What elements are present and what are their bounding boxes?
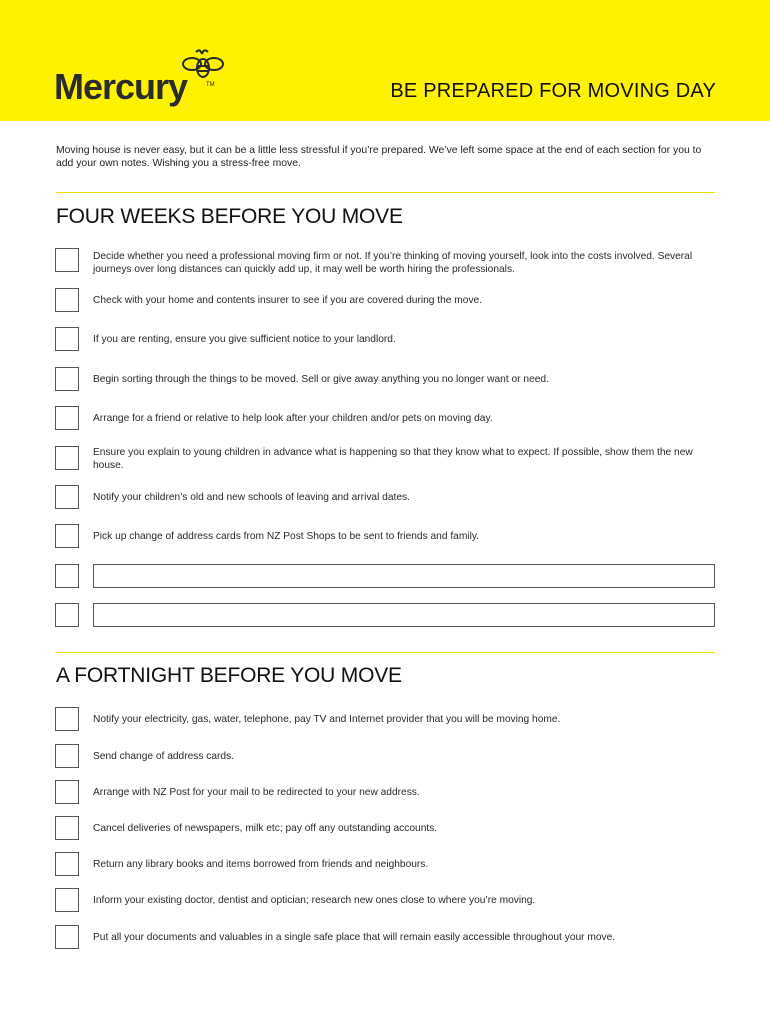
task-text: Ensure you explain to young children in advance what is happening so that they know what to expect. If possible, show them the new house.: [93, 447, 693, 471]
logo-trademark: TM: [206, 82, 215, 88]
task-text: Arrange for a friend or relative to help look after your children and/or pets on moving day.: [93, 413, 493, 424]
task-checkbox[interactable]: [55, 816, 79, 840]
task-text: If you are renting, ensure you give sufficient notice to your landlord.: [93, 334, 396, 345]
note-field[interactable]: [93, 564, 715, 588]
task-text: Check with your home and contents insurer to see if you are covered during the move.: [93, 295, 483, 306]
task-text: Cancel deliveries of newspapers, milk etc; pay off any outstanding accounts.: [93, 823, 438, 834]
task-checkbox[interactable]: [55, 744, 79, 768]
task-checkbox[interactable]: [55, 485, 79, 509]
task-checkbox[interactable]: [55, 446, 79, 470]
task-text: Send change of address cards.: [93, 751, 235, 762]
task-checkbox[interactable]: [55, 707, 79, 731]
note-checkbox[interactable]: [55, 564, 79, 588]
task-checkbox[interactable]: [55, 406, 79, 430]
task-text: Begin sorting through the things to be moved. Sell or give away anything you no longer want or need.: [93, 374, 549, 385]
task-text: Notify your children’s old and new schools of leaving and arrival dates.: [93, 492, 410, 503]
task-checkbox[interactable]: [55, 327, 79, 351]
task-checkbox[interactable]: [55, 288, 79, 312]
task-checkbox[interactable]: [55, 888, 79, 912]
task-checkbox[interactable]: [55, 524, 79, 548]
note-field[interactable]: [93, 603, 715, 627]
task-checkbox[interactable]: [55, 780, 79, 804]
task-text: Return any library books and items borrowed from friends and neighbours.: [93, 859, 429, 870]
bee-icon: [182, 48, 226, 84]
task-text: Pick up change of address cards from NZ Post Shops to be sent to friends and family.: [93, 531, 479, 542]
task-text: Inform your existing doctor, dentist and optician; research new ones close to where you’re moving.: [93, 895, 536, 906]
task-text: Decide whether you need a professional moving firm or not. If you’re thinking of moving yourself, look into the costs involved. Several journeys over long distances can quickly add up, it may well be worth hiring the professionals.: [93, 251, 693, 275]
task-text: Put all your documents and valuables in a single safe place that will remain easily accessible throughout your move.: [93, 932, 616, 943]
note-checkbox[interactable]: [55, 603, 79, 627]
logo-wordmark: Mercury: [54, 66, 188, 107]
task-checkbox[interactable]: [55, 925, 79, 949]
task-checkbox[interactable]: [55, 248, 79, 272]
divider: [56, 192, 715, 193]
task-text: Arrange with NZ Post for your mail to be redirected to your new address.: [93, 787, 420, 798]
task-checkbox[interactable]: [55, 852, 79, 876]
section-title: FOUR WEEKS BEFORE YOU MOVE: [56, 205, 403, 228]
section-title: A FORTNIGHT BEFORE YOU MOVE: [56, 664, 402, 687]
task-checkbox[interactable]: [55, 367, 79, 391]
intro-text: Moving house is never easy, but it can be a little less stressful if you’re prepared. We’ve left some space at the end of each section for you to add your own notes. Wishing you a stress-free move.: [56, 145, 702, 169]
document-title: BE PREPARED FOR MOVING DAY: [390, 80, 716, 102]
divider: [56, 652, 715, 653]
task-text: Notify your electricity, gas, water, telephone, pay TV and Internet provider that you will be moving home.: [93, 714, 561, 725]
